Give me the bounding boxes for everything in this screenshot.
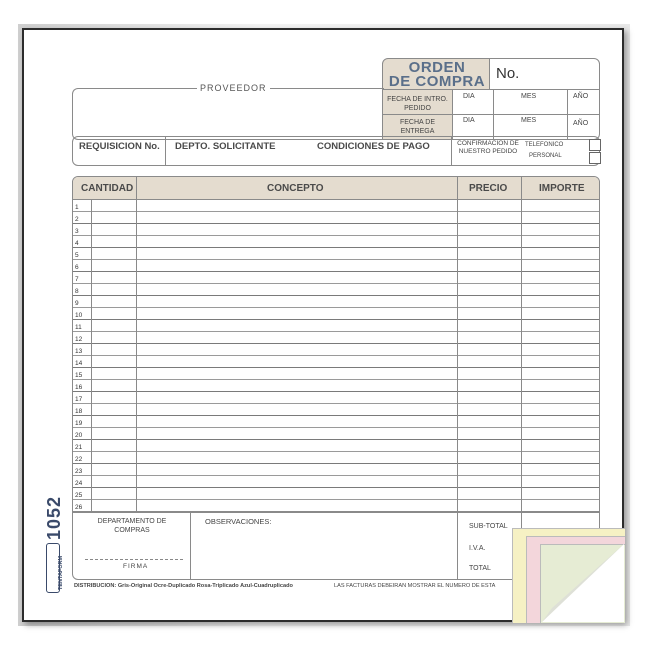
row-number: 13	[75, 348, 83, 355]
title-box	[382, 58, 490, 90]
brand-logo	[46, 543, 64, 593]
row-number: 6	[75, 264, 79, 271]
confirmacion-label: CONFIRMACION DE NUESTRO PEDIDO	[457, 140, 519, 155]
row-number: 24	[75, 480, 83, 487]
telefonico-label: TELEFONICO	[525, 142, 564, 148]
form-number: 1052	[44, 495, 64, 540]
form-title	[383, 61, 491, 89]
observaciones-label: OBSERVACIONES:	[205, 517, 272, 526]
number-label: No.	[496, 65, 520, 82]
firma-label: FIRMA	[123, 563, 149, 570]
col-divider-concepto	[457, 177, 458, 511]
row-number: 12	[75, 336, 83, 343]
row-number: 2	[75, 216, 79, 223]
subtotal-label: SUB-TOTAL	[469, 523, 508, 530]
dia-label-2: DIA	[463, 117, 475, 124]
row-number: 1	[75, 204, 79, 211]
dates-col-divider-1	[493, 90, 494, 139]
precio-header: PRECIO	[469, 183, 508, 194]
row-number: 14	[75, 360, 83, 367]
form-title-line2: DE COMPRA	[388, 73, 486, 90]
form-title-line1: ORDEN	[408, 59, 466, 76]
telefonico-checkbox[interactable]	[589, 139, 601, 151]
row-number: 21	[75, 444, 83, 451]
departamento-label: DEPARTAMENTO DE COMPRAS	[97, 518, 167, 534]
row-number: 8	[75, 288, 79, 295]
footer-divider-2	[457, 513, 458, 579]
dates-col-divider-2	[567, 90, 568, 139]
iva-label: I.V.A.	[469, 545, 486, 552]
row-number: 18	[75, 408, 83, 415]
row-number: 11	[75, 324, 82, 331]
ano-label-1: AÑO	[573, 93, 589, 100]
row-number: 17	[75, 396, 83, 403]
col-divider-num	[91, 199, 92, 511]
proveedor-label: PROVEEDOR	[197, 83, 270, 93]
depto-label: DEPTO. SOLICITANTE	[175, 141, 276, 152]
row-number: 16	[75, 384, 83, 391]
items-table	[72, 176, 600, 512]
cantidad-header: CANTIDAD	[81, 183, 134, 194]
row-number: 25	[75, 492, 83, 499]
purchase-order-form	[22, 28, 624, 622]
row-number: 9	[75, 300, 79, 307]
personal-label: PERSONAL	[529, 153, 562, 159]
row-number: 3	[75, 228, 79, 235]
row-number: 7	[75, 276, 79, 283]
requisicion-label: REQUISICION No.	[79, 141, 160, 152]
row-number: 22	[75, 456, 83, 463]
row-number: 5	[75, 252, 79, 259]
dates-box	[382, 89, 600, 140]
page-curl	[542, 544, 624, 622]
row-number: 4	[75, 240, 79, 247]
total-label: TOTAL	[469, 565, 491, 572]
personal-checkbox[interactable]	[589, 152, 601, 164]
fecha-intro-label: FECHA DE INTRO. PEDIDO	[387, 96, 448, 112]
dia-label-1: DIA	[463, 93, 475, 100]
number-box	[489, 58, 600, 90]
importe-header: IMPORTE	[539, 183, 585, 194]
concepto-header: CONCEPTO	[267, 183, 324, 194]
requisition-row	[72, 136, 600, 166]
row-number: 20	[75, 432, 83, 439]
req-divider-1	[165, 137, 166, 165]
firma-line	[85, 559, 183, 560]
col-divider-precio	[521, 177, 522, 511]
fecha-entrega-label: FECHA DE ENTREGA	[399, 119, 435, 135]
proveedor-box[interactable]	[72, 83, 384, 140]
brand-text: TENTAFORM	[58, 555, 64, 590]
mes-label-1: MES	[521, 93, 537, 100]
mes-label-2: MES	[521, 117, 537, 124]
ano-label-2: AÑO	[573, 120, 589, 127]
col-divider-cantidad	[136, 177, 137, 511]
row-number: 15	[75, 372, 83, 379]
row-number: 19	[75, 420, 83, 427]
row-number: 26	[75, 504, 83, 511]
row-number: 23	[75, 468, 83, 475]
req-divider-2	[451, 137, 452, 165]
condiciones-label: CONDICIONES DE PAGO	[317, 141, 430, 152]
distribution-text: DISTRIBUCION: Gris-Original Ocre-Duplicado Rosa-Triplicado Azul-Cuadruplicado	[74, 583, 293, 589]
footer-divider-1	[190, 513, 191, 579]
facturas-note: LAS FACTURAS DEBEIRAN MOSTRAR EL NUMERO DE ESTA	[334, 583, 496, 589]
row-number: 10	[75, 312, 83, 319]
